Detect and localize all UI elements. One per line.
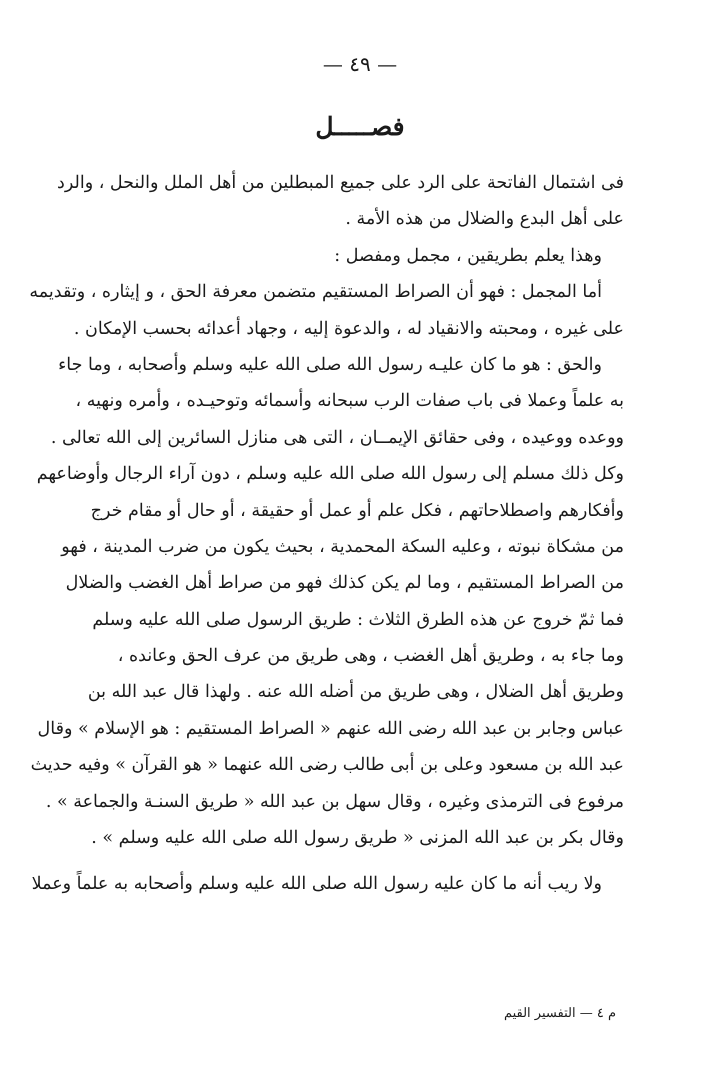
text-line: والحق : هو ما كان عليـه رسول الله صلى الله عليه وسلم وأصحابه ، وما جاء bbox=[58, 354, 602, 375]
footer-signature: م ٤ — التفسير القيم bbox=[503, 1006, 616, 1021]
body-text bbox=[29, 165, 624, 903]
text-line: مرفوع فى الترمذى وغيره ، وقال سهل بن عبد الله « طريق السنـة والجماعة » . bbox=[45, 791, 624, 812]
text-line: به علماً وعملا فى باب صفات الرب سبحانه وأسمائه وتوحيـده ، وأمره ونهيه ، bbox=[75, 391, 624, 412]
text-line: عبد الله بن مسعود وعلى بن أبى طالب رضى الله عنهما « هو القرآن » وفيه حديث bbox=[30, 755, 624, 776]
text-line: من مشكاة نبوته ، وعليه السكة المحمدية ، بحيث يكون من ضرب المدينة ، فهو bbox=[61, 536, 624, 557]
text-line: عباس وجابر بن عبد الله رضى الله عنهم « الصراط المستقيم : هو الإسلام » وقال bbox=[37, 718, 624, 739]
text-line: وأفكارهم واصطلاحاتهم ، فكل علم أو عمل أو حقيقة ، أو حال أو مقام خرج bbox=[90, 500, 624, 521]
page-number: — ٤٩ — bbox=[322, 52, 398, 76]
text-line: فى اشتمال الفاتحة على الرد على جميع المبطلين من أهل الملل والنحل ، والرد bbox=[57, 173, 624, 193]
text-line: وقال بكر بن عبد الله المزنى « طريق رسول الله صلى الله عليه وسلم » . bbox=[91, 828, 624, 849]
section-title: فصـــــل bbox=[315, 112, 405, 141]
text-line: وطريق أهل الضلال ، وهى طريق من أضله الله عنه . ولهذا قال عبد الله بن bbox=[87, 682, 624, 703]
text-line: وكل ذلك مسلم إلى رسول الله صلى الله عليه وسلم ، دون آراء الرجال وأوضاعهم bbox=[36, 464, 624, 485]
text-line: من الصراط المستقيم ، وما لم يكن كذلك فهو من صراط أهل الغضب والضلال bbox=[65, 573, 624, 594]
text-line: أما المجمل : فهو أن الصراط المستقيم متضمن معرفة الحق ، و إيثاره ، وتقديمه bbox=[29, 282, 602, 303]
text-line: على أهل البدع والضلال من هذه الأمة . bbox=[345, 209, 624, 230]
text-line: ولا ريب أنه ما كان عليه رسول الله صلى الله عليه وسلم وأصحابه به علماً وعملا bbox=[31, 874, 602, 895]
text-line: وهذا يعلم بطريقين ، مجمل ومفصل : bbox=[334, 245, 602, 266]
text-line: وما جاء به ، وطريق أهل الغضب ، وهى طريق من عرف الحق وعانده ، bbox=[117, 646, 624, 667]
text-line: فما ثمّ خروج عن هذه الطرق الثلاث : طريق الرسول صلى الله عليه وسلم bbox=[92, 609, 624, 630]
text-line: ووعده ووعيده ، وفى حقائق الإيمــان ، التى هى منازل السائرين إلى الله تعالى . bbox=[50, 427, 624, 448]
text-line: على غيره ، ومحبته والانقياد له ، والدعوة إليه ، وجهاد أعدائه بحسب الإمكان . bbox=[73, 318, 624, 339]
